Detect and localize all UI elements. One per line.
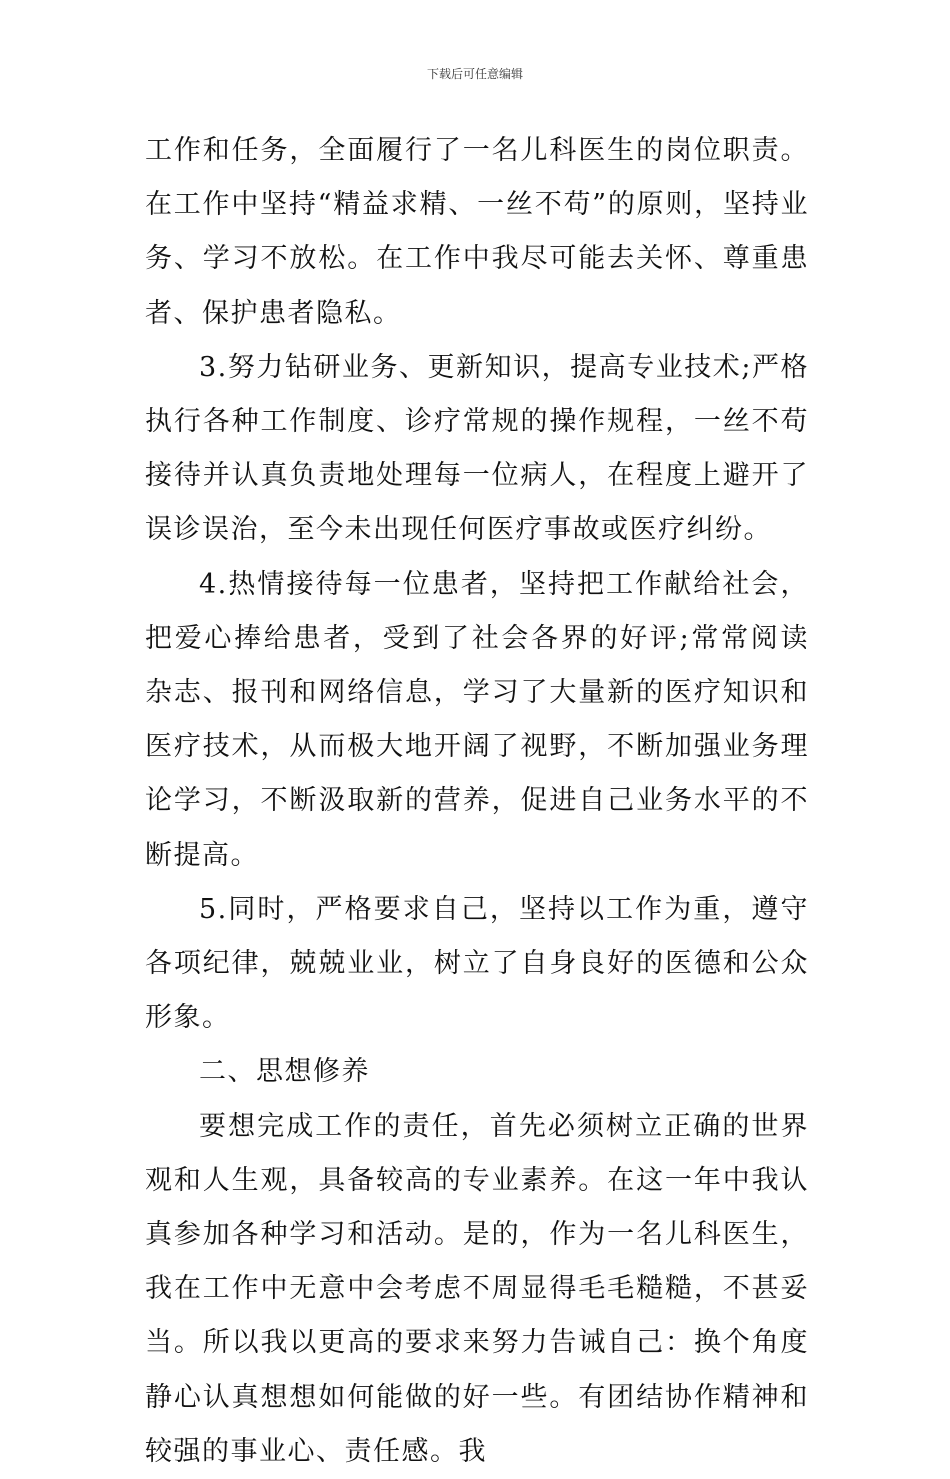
paragraph-1: 工作和任务，全面履行了一名儿科医生的岗位职责。在工作中坚持“精益求精、一丝不苟”的原则，坚持业务、学习不放松。在工作中我尽可能去关怀、尊重患者、保护患者隐私。: [145, 135, 809, 329]
paragraph-5: 要想完成工作的责任，首先必须树立正确的世界观和人生观，具备较高的专业素养。在这一年中我认真参加各种学习和活动。是的，作为一名儿科医生，我在工作中无意中会考虑不周显得毛毛糙糙，不甚妥当。所以我以更高的要求来努力告诫自己：换个角度静心认真想想如何能做的好一些。有团结协作精神和较强的事业心、责任感。我: [145, 1110, 809, 1467]
section-heading: 二、思想修养: [199, 1056, 370, 1088]
paragraph-3: 4.热情接待每一位患者，坚持把工作献给社会，把爱心捧给患者，受到了社会各界的好评;常常阅读杂志、报刊和网络信息，学习了大量新的医疗知识和医疗技术，从而极大地开阔了视野，不断加强业务理论学习，不断汲取新的营养，促进自己业务水平的不断提高。: [145, 568, 809, 871]
paragraph-2: 3.努力钻研业务、更新知识，提高专业技术;严格执行各种工作制度、诊疗常规的操作规程，一丝不苟接待并认真负责地处理每一位病人，在程度上避开了误诊误治，至今未出现任何医疗事故或医疗纠纷。: [145, 351, 809, 546]
paragraph-4: 5.同时，严格要求自己，坚持以工作为重，遵守各项纪律，兢兢业业，树立了自身良好的医德和公众形象。: [145, 893, 809, 1034]
document-body: [145, 124, 809, 1479]
page-header-note: 下载后可任意编辑: [426, 67, 523, 81]
